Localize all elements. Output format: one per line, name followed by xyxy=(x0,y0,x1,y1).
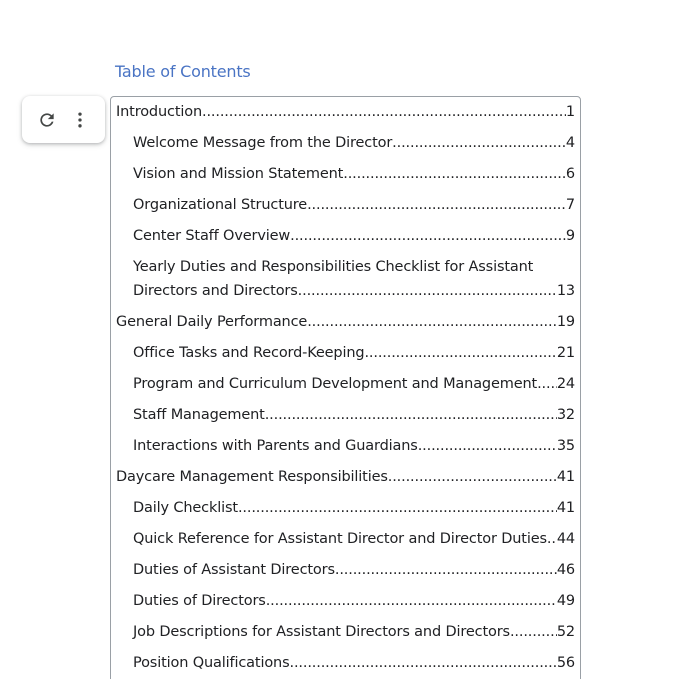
toc-entry-title-line-1: Yearly Duties and Responsibilities Checklist for Assistant xyxy=(133,259,534,275)
toc-entry-title: Organizational Structure xyxy=(133,197,308,213)
toc-entry-page: 13 xyxy=(556,283,575,299)
more-vert-icon xyxy=(70,110,90,130)
toc-entry-title: Program and Curriculum Development and Management xyxy=(133,376,538,392)
toc-entry-page: 52 xyxy=(556,624,575,640)
toc-entry[interactable] xyxy=(111,496,580,527)
toc-leader-dots xyxy=(298,279,557,303)
toc-entry[interactable] xyxy=(111,651,580,679)
toc-entry-page: 46 xyxy=(556,562,575,578)
toc-entry-title: Center Staff Overview xyxy=(133,228,291,244)
refresh-icon xyxy=(37,110,57,130)
toc-entry[interactable] xyxy=(111,224,580,255)
toc-entry-page: 56 xyxy=(556,655,575,671)
toc-entry-wrapped-title xyxy=(133,255,575,303)
toc-entry[interactable] xyxy=(111,162,580,193)
toc-entry-page: 49 xyxy=(556,593,575,609)
toc-leader-dots xyxy=(265,403,557,427)
toc-entry[interactable] xyxy=(111,131,580,162)
toc-leader-dots xyxy=(289,651,556,675)
toc-leader-dots xyxy=(537,372,557,396)
more-options-button[interactable] xyxy=(66,106,94,134)
toc-entry-page: 21 xyxy=(556,345,575,361)
toc-entry[interactable] xyxy=(111,97,580,131)
toc-leader-dots xyxy=(238,496,557,520)
toc-entry-title: Daily Checklist xyxy=(133,500,238,516)
toc-entry[interactable] xyxy=(111,403,580,434)
toc-entry-page: 41 xyxy=(556,500,575,516)
toc-entry-title: Quick Reference for Assistant Director and Director Duties xyxy=(133,531,547,547)
toc-leader-dots xyxy=(510,620,557,644)
toc-entry[interactable] xyxy=(111,310,580,341)
toc-list xyxy=(111,97,580,679)
toc-entry-page: 32 xyxy=(556,407,575,423)
toc-leader-dots xyxy=(335,558,557,582)
toc-entry-title: General Daily Performance xyxy=(116,314,308,330)
toc-entry[interactable] xyxy=(111,434,580,465)
toc-entry-title: Vision and Mission Statement xyxy=(133,166,344,182)
toc-entry-title: Staff Management xyxy=(133,407,265,423)
toc-entry-title: Interactions with Parents and Guardians xyxy=(133,438,418,454)
toc-entry-title-line-2: Directors and Directors xyxy=(133,283,298,299)
toc-entry-page: 35 xyxy=(556,438,575,454)
toc-entry-title: Job Descriptions for Assistant Directors and Directors xyxy=(133,624,510,640)
toc-leader-dots xyxy=(392,131,566,155)
toc-entry[interactable] xyxy=(111,527,580,558)
toc-heading: Table of Contents xyxy=(115,62,251,81)
toc-entry-page: 19 xyxy=(556,314,575,330)
toc-leader-dots xyxy=(307,310,557,334)
toc-entry-page: 9 xyxy=(565,228,575,244)
toc-entry-title: Duties of Directors xyxy=(133,593,266,609)
refresh-toc-button[interactable] xyxy=(33,106,61,134)
toc-floating-toolbar xyxy=(22,96,105,143)
toc-entry-title: Duties of Assistant Directors xyxy=(133,562,335,578)
toc-leader-dots xyxy=(388,465,557,489)
toc-entry-page: 41 xyxy=(556,469,575,485)
toc-entry-page: 4 xyxy=(565,135,575,151)
toc-entry-title: Daycare Management Responsibilities xyxy=(116,469,388,485)
toc-entry-title: Position Qualifications xyxy=(133,655,290,671)
toc-leader-dots xyxy=(364,341,556,365)
toc-entry[interactable] xyxy=(111,372,580,403)
toc-leader-dots xyxy=(547,527,557,551)
toc-entry[interactable] xyxy=(111,620,580,651)
toc-leader-dots xyxy=(202,100,566,124)
toc-entry-page: 44 xyxy=(556,531,575,547)
toc-entry-page: 24 xyxy=(556,376,575,392)
toc-entry[interactable] xyxy=(111,465,580,496)
toc-entry-page: 1 xyxy=(565,104,575,120)
toc-entry[interactable] xyxy=(111,341,580,372)
toc-leader-dots xyxy=(307,193,566,217)
toc-entry[interactable] xyxy=(111,255,580,310)
toc-leader-dots xyxy=(290,224,566,248)
toc-leader-dots xyxy=(418,434,557,458)
toc-entry-title-line-2-row xyxy=(133,279,575,303)
toc-entry-title: Introduction xyxy=(116,104,203,120)
toc-entry-page: 6 xyxy=(565,166,575,182)
toc-entry[interactable] xyxy=(111,589,580,620)
toc-leader-dots xyxy=(266,589,557,613)
toc-entry-title: Office Tasks and Record-Keeping xyxy=(133,345,365,361)
toc-leader-dots xyxy=(343,162,566,186)
toc-entry-page: 7 xyxy=(565,197,575,213)
toc-entry[interactable] xyxy=(111,558,580,589)
toc-box xyxy=(110,96,581,679)
toc-entry-title: Welcome Message from the Director xyxy=(133,135,393,151)
toc-entry[interactable] xyxy=(111,193,580,224)
